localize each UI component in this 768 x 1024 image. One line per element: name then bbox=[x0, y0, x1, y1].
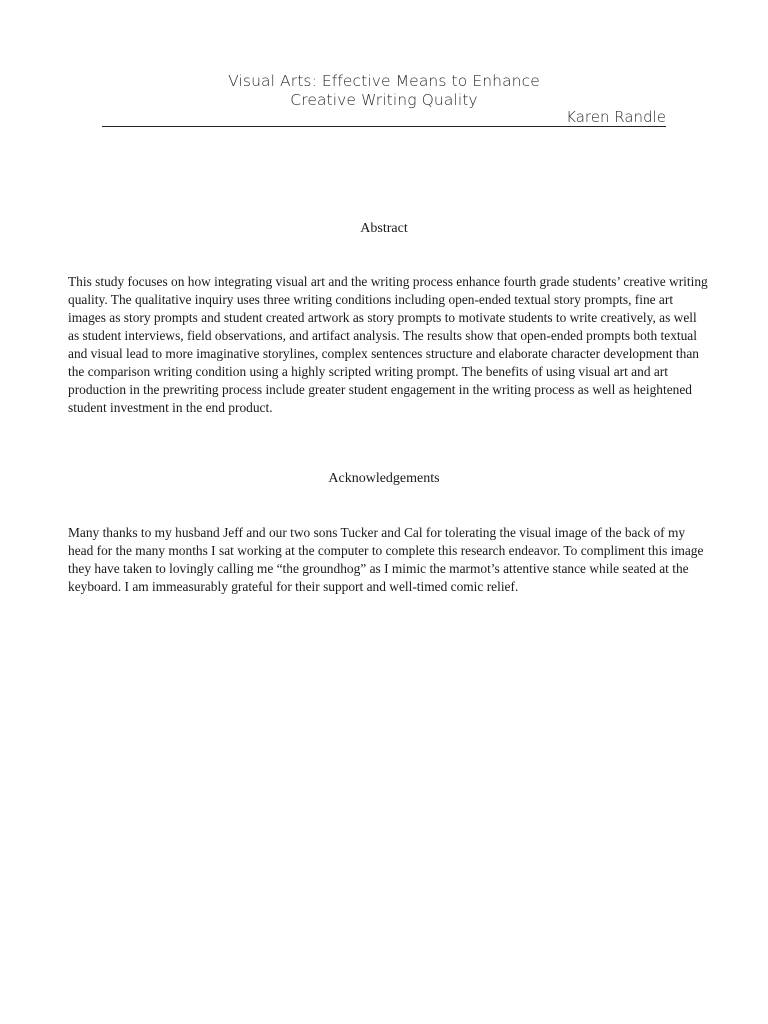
title-line-2: Creative Writing Quality bbox=[290, 91, 478, 109]
acknowledgements-heading: Acknowledgements bbox=[328, 471, 440, 486]
author-name: Karen Randle bbox=[566, 108, 666, 126]
title-line-1: Visual Arts: Effective Means to Enhance bbox=[228, 72, 540, 90]
abstract-heading: Abstract bbox=[360, 221, 408, 236]
abstract-paragraph: This study focuses on how integrating visual art and the writing process enhance fourth grade students’ creative writing quality. The qualitative inquiry uses three writing conditions including open-ended textual story prompts, fine art images as story prompts and student created artwork as story prompts to motivate students to write creatively, as well as student interviews, field observations, and artifact analysis. The results show that open-ended prompts both textual and visual lead to more imaginative storylines, complex sentences structure and elaborate character development than the comparison writing condition using a highly scripted writing prompt. The benefits of using visual art and art production in the prewriting process include greater student engagement in the writing process as well as heightened student investment in the end product. bbox=[68, 274, 708, 415]
acknowledgements-paragraph: Many thanks to my husband Jeff and our two sons Tucker and Cal for tolerating the visual image of the back of my head for the many months I sat working at the computer to complete this research endeavor. To compliment this image they have taken to lovingly calling me “the groundhog” as I mimic the marmot’s attentive stance while seated at the keyboard. I am immeasurably grateful for their support and well-timed comic relief. bbox=[68, 525, 704, 594]
document-title bbox=[0, 72, 768, 110]
author-rule bbox=[102, 108, 666, 127]
